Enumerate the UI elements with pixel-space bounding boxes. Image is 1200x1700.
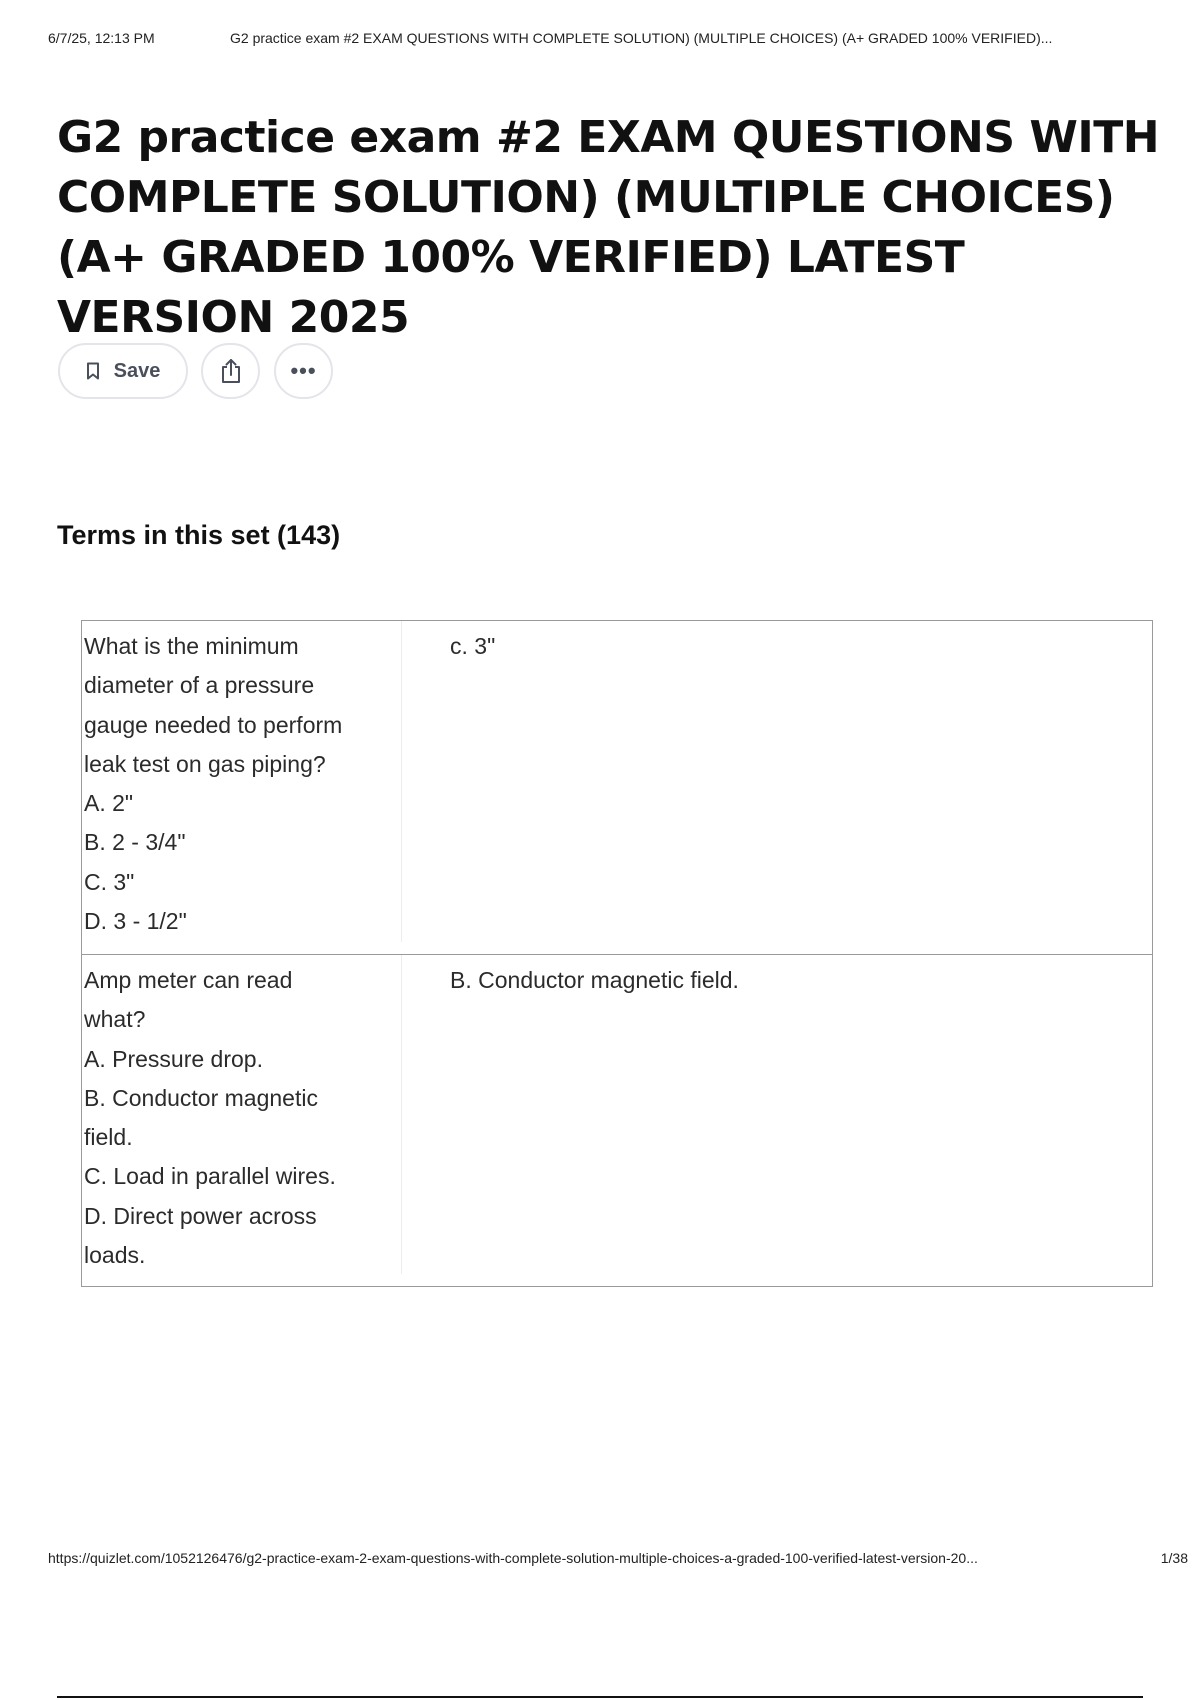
page-number: 1/38: [1160, 1550, 1188, 1566]
share-button[interactable]: [201, 343, 260, 399]
term-line: A. Pressure drop.: [84, 1045, 263, 1072]
term-line: loads.: [84, 1242, 146, 1269]
term-line: D. Direct power across: [84, 1202, 317, 1229]
print-url: https://quizlet.com/1052126476/g2-practice-exam-2-exam-questions-with-complete-solution-multiple-choices-a-graded-100-verified-latest-version-20...: [48, 1550, 978, 1566]
more-options-icon: •••: [290, 358, 317, 383]
definition-cell: B. Conductor magnetic field.: [450, 967, 739, 993]
term-line: A. 2": [84, 790, 134, 817]
bookmark-icon: [86, 362, 100, 380]
table-row[interactable]: [82, 954, 1152, 1286]
terms-heading: Terms in this set (143): [57, 520, 341, 550]
table-row[interactable]: [82, 621, 1152, 954]
bottom-divider: [57, 1696, 1143, 1698]
term-cell: [82, 621, 402, 942]
term-line: Amp meter can read: [84, 967, 293, 993]
term-line: what?: [84, 1006, 146, 1033]
term-line: leak test on gas piping?: [84, 750, 326, 777]
term-line: field.: [84, 1124, 133, 1151]
term-line: diameter of a pressure: [84, 672, 315, 699]
term-line: B. Conductor magnetic: [84, 1084, 318, 1111]
page-title: G2 practice exam #2 EXAM QUESTIONS WITH COMPLETE SOLUTION) (MULTIPLE CHOICES) (A+ GRADED 100% VERIFIED) LATEST VERSION 2025: [57, 112, 1160, 343]
term-line: C. Load in parallel wires.: [84, 1163, 336, 1190]
term-line: What is the minimum: [84, 633, 299, 659]
more-options-button[interactable]: [274, 343, 333, 399]
term-line: gauge needed to perform: [84, 711, 343, 738]
print-header: [48, 30, 1188, 50]
term-line: B. 2 - 3/4": [84, 829, 186, 856]
terms-table: [81, 620, 1153, 1287]
save-button-label: Save: [113, 359, 161, 382]
definition-cell: c. 3": [450, 633, 496, 659]
print-date: 6/7/25, 12:13 PM: [48, 30, 155, 46]
share-icon: [218, 357, 244, 385]
term-cell: [82, 955, 402, 1274]
save-button[interactable]: [58, 343, 188, 399]
print-doc-title: G2 practice exam #2 EXAM QUESTIONS WITH COMPLETE SOLUTION) (MULTIPLE CHOICES) (A+ GRADED 100% VERIFIED)...: [230, 30, 1053, 46]
term-line: D. 3 - 1/2": [84, 908, 187, 935]
term-line: C. 3": [84, 868, 135, 895]
